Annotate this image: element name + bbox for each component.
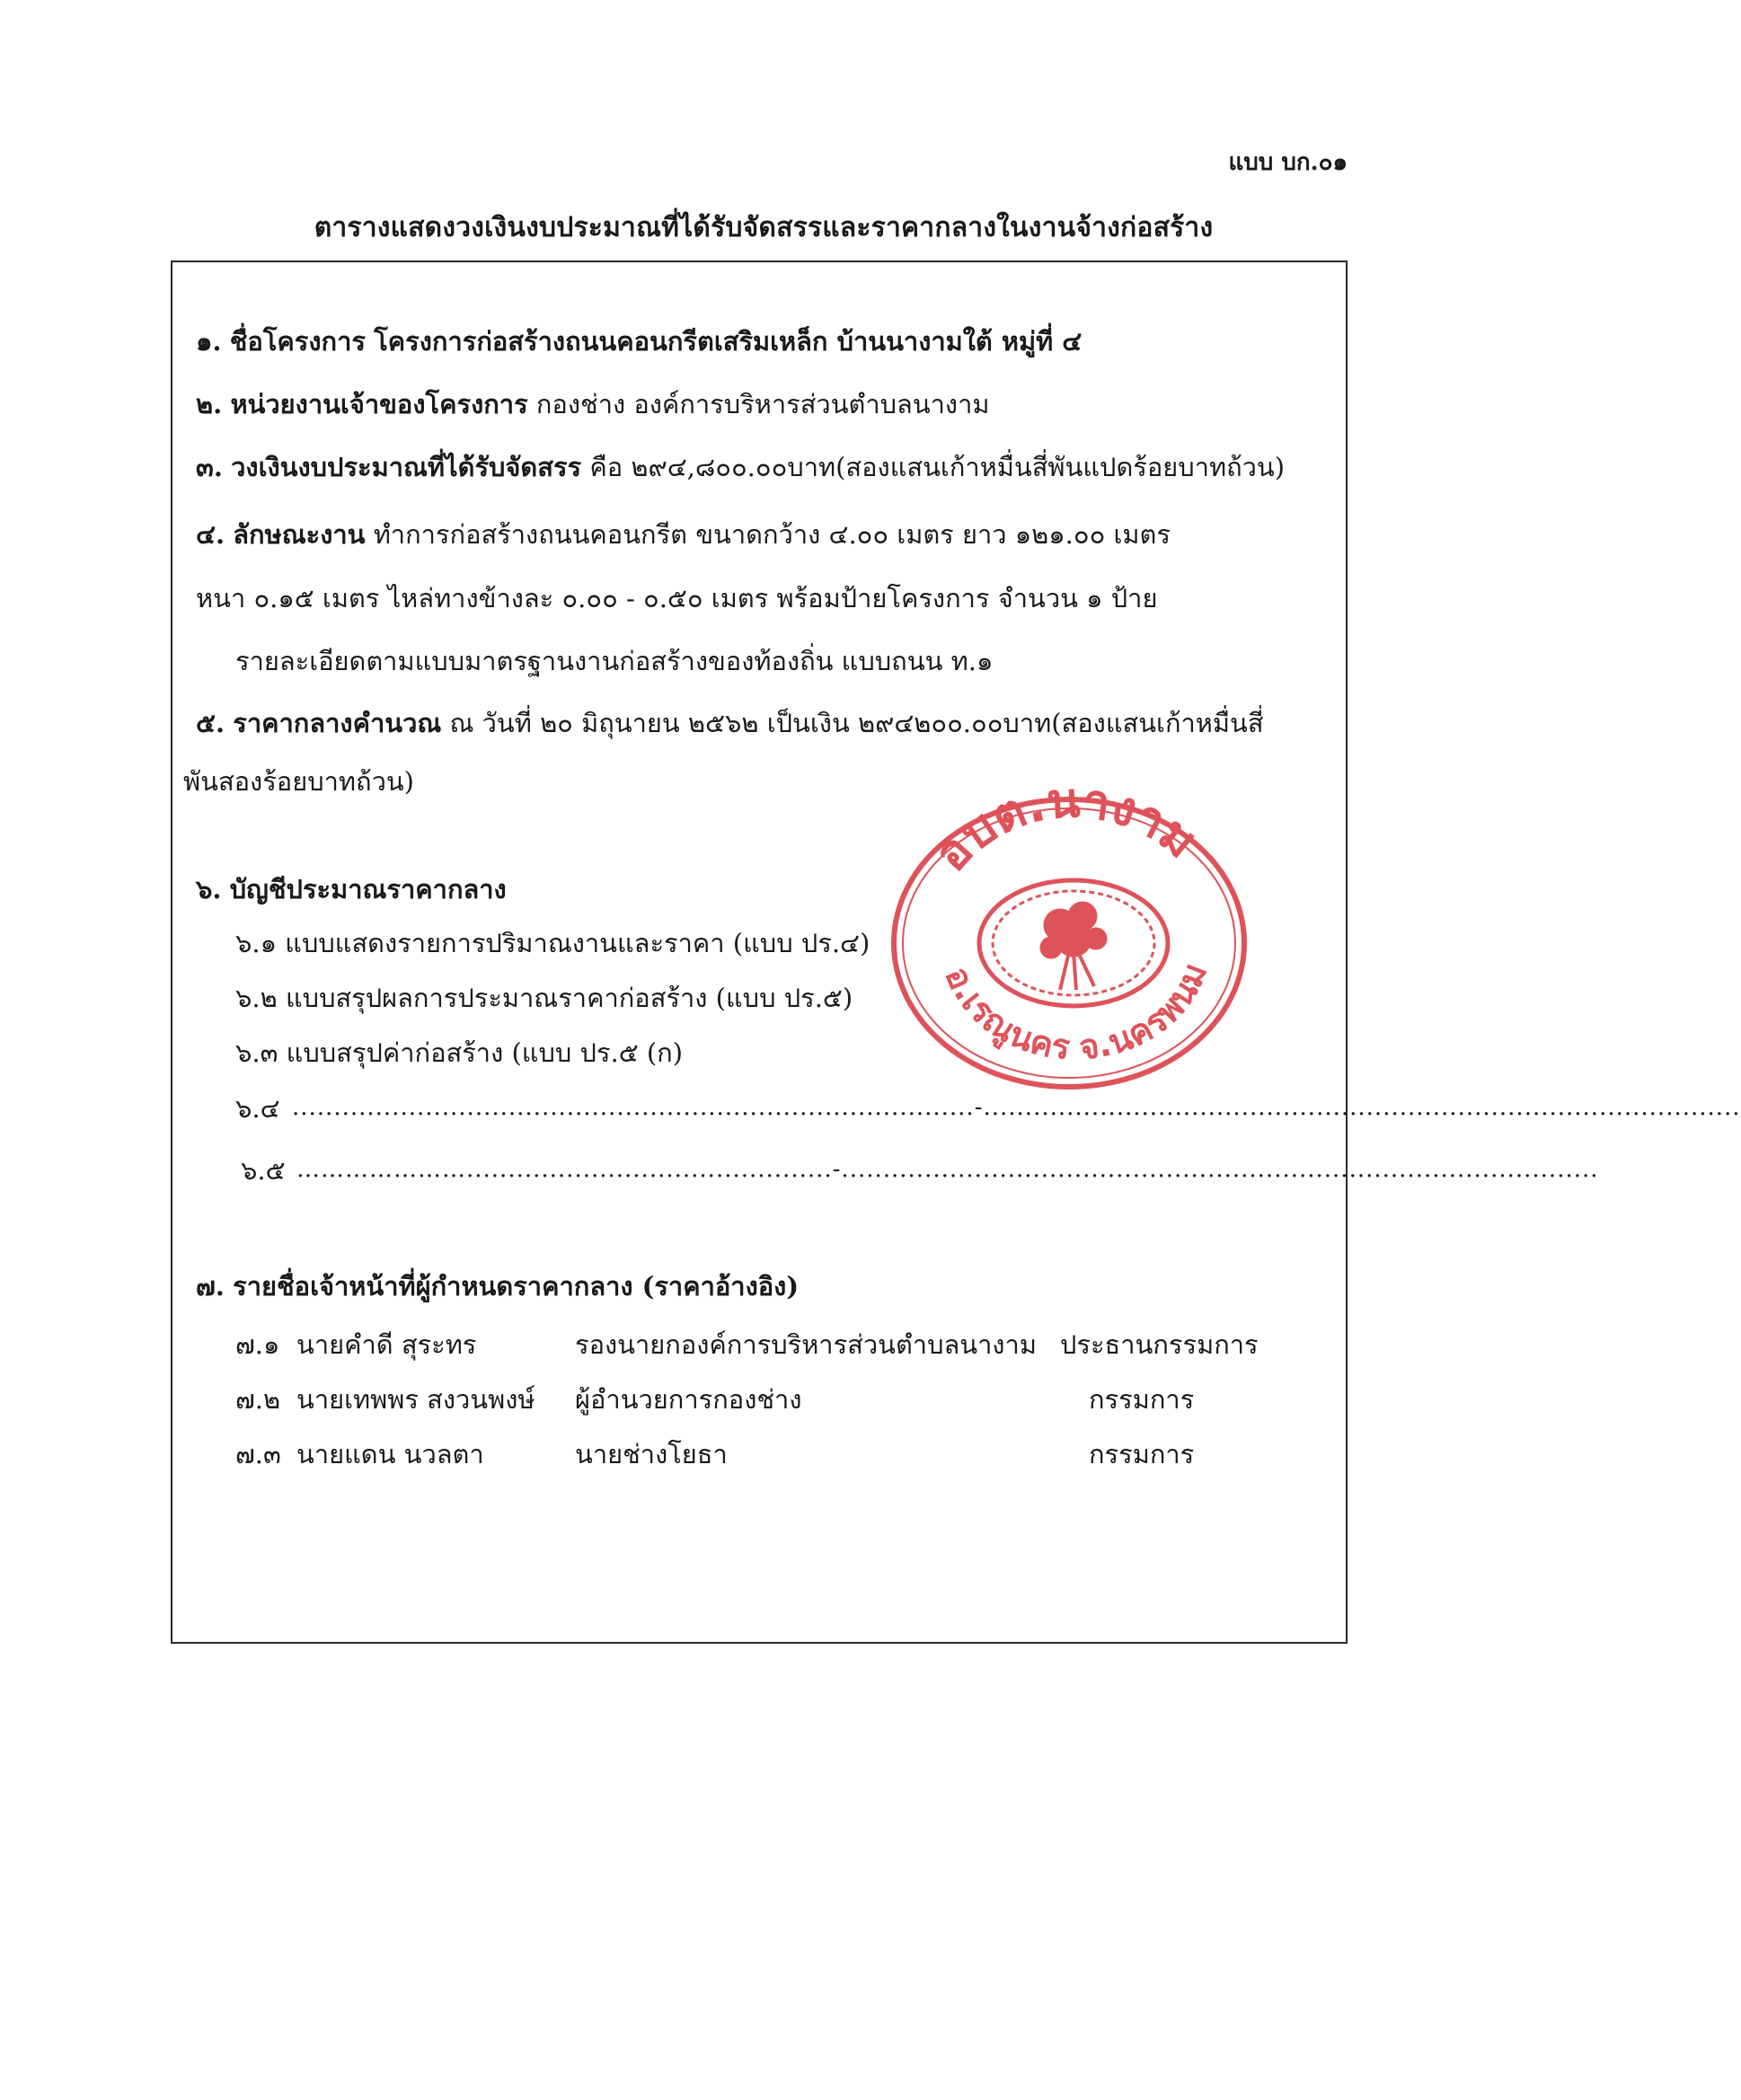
member-2-name: นายเทพพร สงวนพงษ์ [296,1384,535,1415]
member-2-position: ผู้อำนวยการกองช่าง [575,1384,802,1415]
official-seal-stamp [880,781,1258,1096]
item-6-4-number: ๖.๔ [235,1093,280,1124]
item-6-3 [235,1037,683,1069]
item-6-label: บัญชีประมาณราคากลาง [229,874,507,904]
document-title: ตารางแสดงวงเงินงบประมาณที่ได้รับจัดสรรและราคากลางในงานจ้างก่อสร้าง [314,212,1214,243]
item-6-1-number: ๖.๑ [235,928,278,958]
item-4 [196,518,1171,551]
member-3-number: ๗.๓ [235,1439,281,1469]
item-2-value: กองช่าง องค์การบริหารส่วนตำบลนางาม [535,389,990,419]
item-1-label: ชื่อโครงการ [229,326,366,357]
item-1-number: ๑. [196,326,222,357]
member-3-name: นายแดน นวลตา [296,1439,484,1469]
member-1-position: รองนายกองค์การบริหารส่วนตำบลนางาม [575,1329,1037,1360]
item-4-line-3: รายละเอียดตามแบบมาตรฐานงานก่อสร้างของท้องถิ่น แบบถนน ท.๑ [235,646,994,676]
item-5-number: ๕. [196,708,225,738]
item-7-label: รายชื่อเจ้าหน้าที่ผู้กำหนดราคากลาง (ราคาอ้างอิง) [233,1271,800,1301]
member-1-role: ประธานกรรมการ [1060,1329,1259,1360]
item-1-value: โครงการก่อสร้างถนนคอนกรีตเสริมเหล็ก บ้านนางามใต้ หมู่ที่ ๔ [374,326,1083,357]
stamp-top-text: อบต.นางาม [922,781,1209,882]
item-4-line-2: หนา ๐.๑๕ เมตร ไหล่ทางข้างละ ๐.๐๐ - ๐.๕๐ เมตร พร้อมป้ายโครงการ จำนวน ๑ ป้าย [196,583,1158,613]
member-2-number: ๗.๒ [235,1384,281,1415]
item-6-5-fill-line: …………………............................................-........................................................................................... [296,1156,1599,1183]
rice-plant-emblem-icon [1040,902,1107,990]
item-6-2-number: ๖.๒ [235,983,278,1013]
item-3 [196,451,1285,483]
item-6-3-text: แบบสรุปค่าก่อสร้าง (แบบ ปร.๕ (ก) [286,1037,684,1068]
item-6-number: ๖. [196,874,222,904]
item-6-2 [235,982,853,1014]
item-2-number: ๒. [196,389,223,419]
item-1 [196,325,1082,357]
item-3-value: คือ ๒๙๔,๘๐๐.๐๐บาท(สองแสนเก้าหมื่นสี่พันแปดร้อยบาทถ้วน) [589,452,1286,482]
item-5-label: ราคากลางคำนวณ [233,708,442,738]
item-6-1 [235,927,870,959]
item-6-1-text: แบบแสดงรายการปริมาณงานและราคา (แบบ ปร.๔) [285,928,870,958]
member-3-position: นายช่างโยธา [575,1439,728,1469]
item-6-4-fill-line: ..................................................................................-........................................................................................... [292,1094,1741,1121]
item-5-line-1: ณ วันที่ ๒๐ มิถุนายน ๒๕๖๒ เป็นเงิน ๒๙๔๒๐๐.๐๐บาท(สองแสนเก้าหมื่นสี่ [449,708,1264,738]
member-3-role: กรรมการ [1089,1439,1195,1469]
member-1-name: นายคำดี สุระทร [296,1329,477,1360]
item-3-number: ๓. [196,452,223,482]
item-5 [196,707,1264,739]
stamp-bottom-text: อ.เรณูนคร จ.นครพนม [937,957,1215,1068]
item-7 [196,1270,799,1302]
item-2-label: หน่วยงานเจ้าของโครงการ [230,389,528,419]
item-6-3-number: ๖.๓ [235,1037,278,1068]
item-3-label: วงเงินงบประมาณที่ได้รับจัดสรร [231,452,582,482]
item-4-line-1: ทำการก่อสร้างถนนคอนกรีต ขนาดกว้าง ๔.๐๐ เมตร ยาว ๑๒๑.๐๐ เมตร [373,519,1171,550]
member-1-number: ๗.๑ [235,1329,280,1360]
item-6 [196,873,507,905]
item-2 [196,388,990,420]
member-2-role: กรรมการ [1089,1384,1195,1415]
item-4-label: ลักษณะงาน [233,519,366,550]
item-4-number: ๔. [196,519,225,550]
form-code: แบบ บก.๐๑ [1228,149,1348,176]
item-7-number: ๗. [196,1271,225,1301]
item-6-2-text: แบบสรุปผลการประมาณราคาก่อสร้าง (แบบ ปร.๕) [285,983,853,1013]
item-5-line-2: พันสองร้อยบาทถ้วน) [183,766,414,797]
item-6-5-number: ๖.๕ [241,1155,286,1186]
